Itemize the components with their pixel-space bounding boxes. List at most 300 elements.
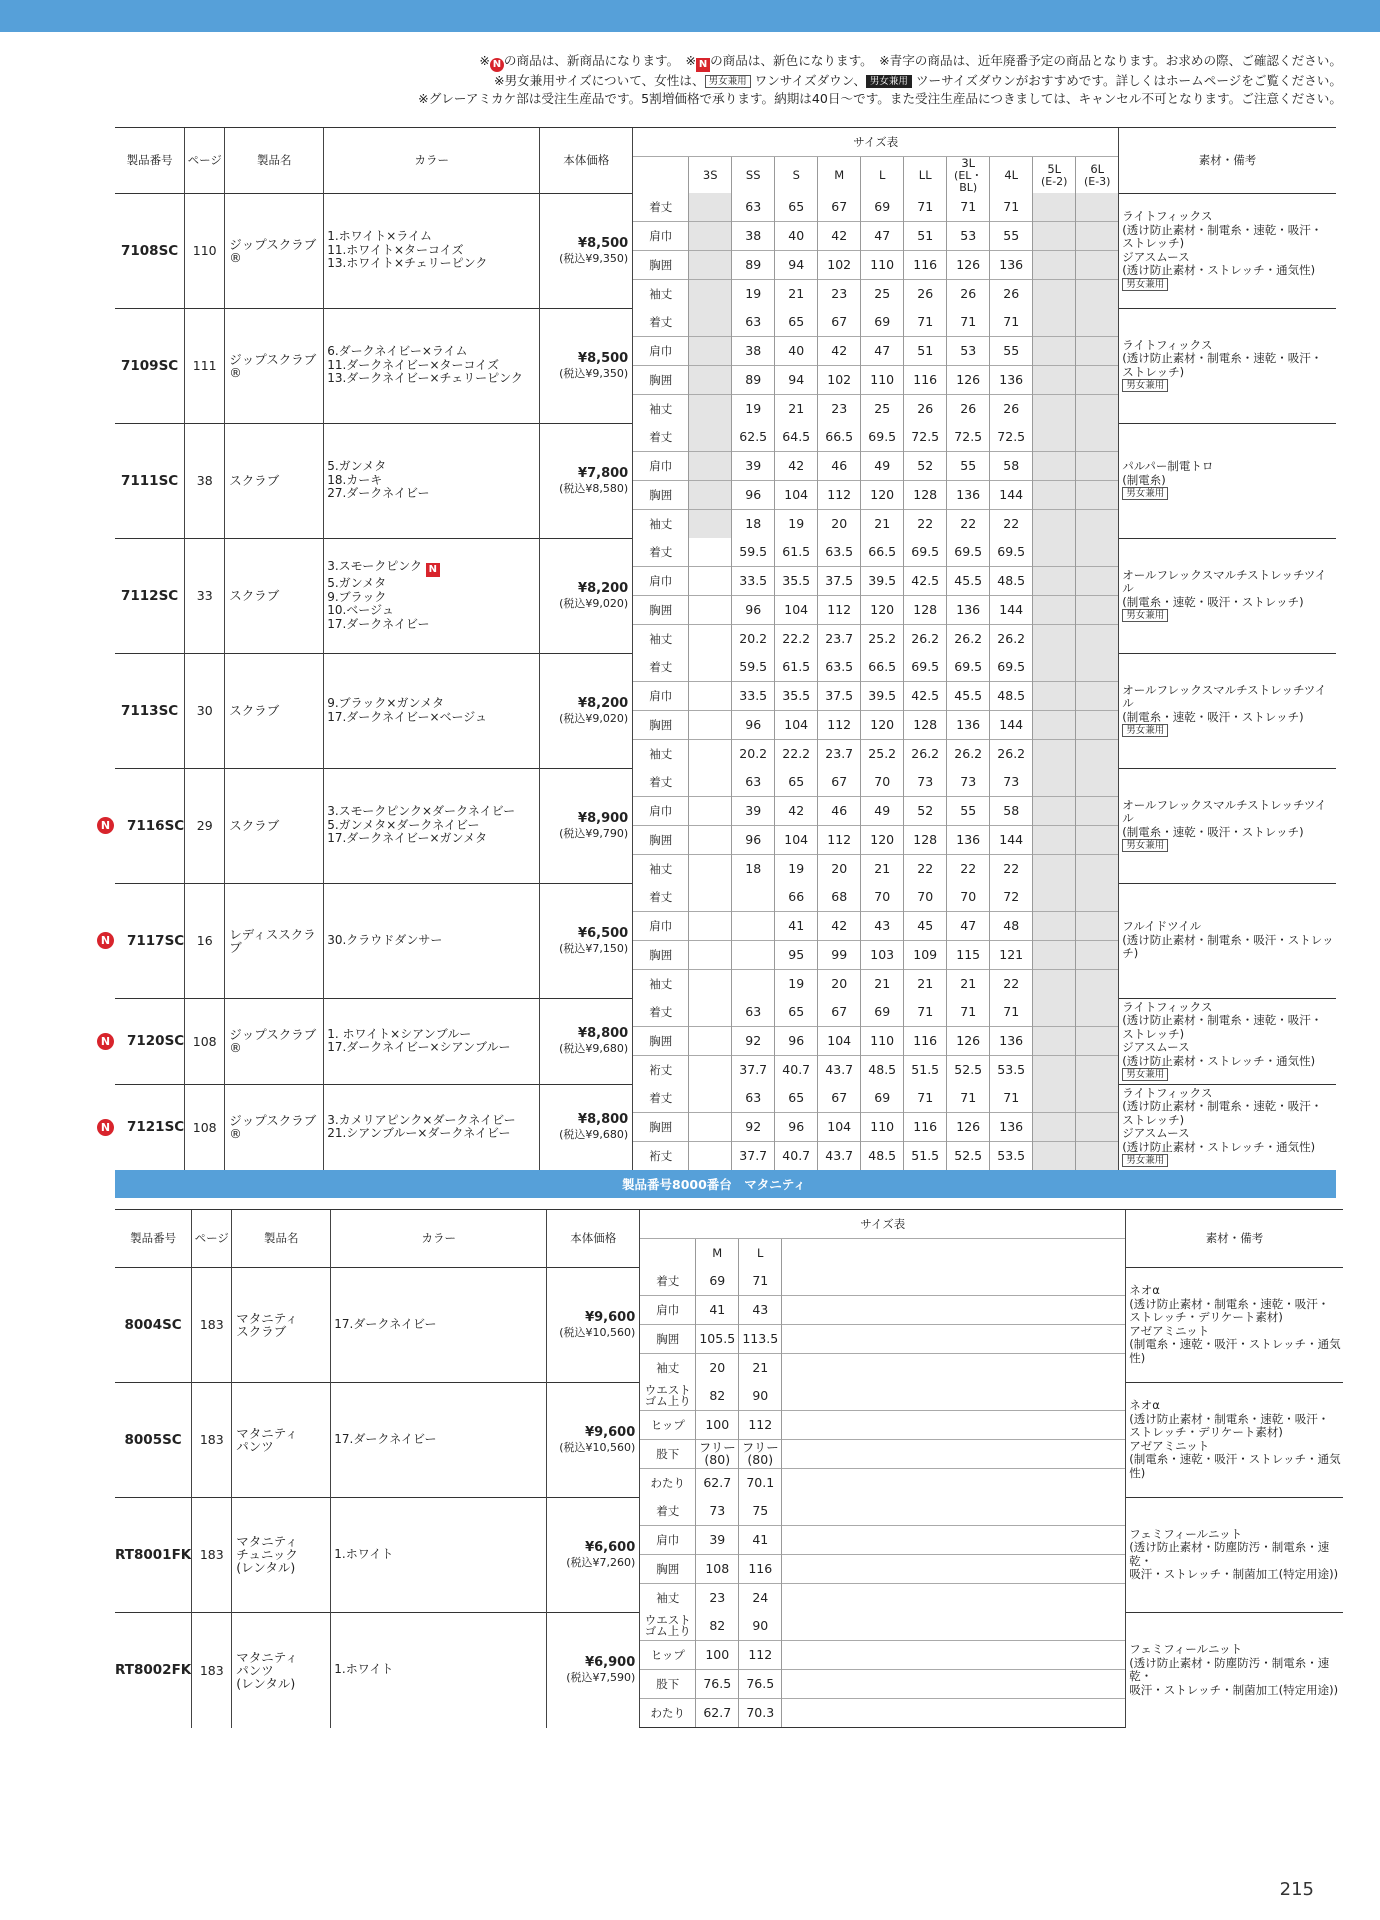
size-value: 102 xyxy=(818,251,861,280)
size-row-label: 裄丈 xyxy=(633,1142,689,1171)
size-value xyxy=(1076,452,1119,481)
product-colors xyxy=(324,308,540,423)
size-value: 42 xyxy=(775,452,818,481)
size-value: 76.5 xyxy=(739,1670,782,1699)
notes-block xyxy=(418,52,1342,108)
size-value: 72.5 xyxy=(990,423,1033,452)
size-value: 69.5 xyxy=(904,538,947,567)
price-value: ¥8,200 xyxy=(578,695,629,711)
header-size-table: サイズ表 xyxy=(640,1210,1126,1239)
size-value xyxy=(732,970,775,999)
size-value: 48.5 xyxy=(861,1056,904,1085)
material-line: (透け防止素材・制電糸・速乾・吸汗・ xyxy=(1122,1013,1323,1027)
size-row-label: 肩巾 xyxy=(633,912,689,941)
size-row-label: 胸囲 xyxy=(633,481,689,510)
size-value: 35.5 xyxy=(775,682,818,711)
size-value: フリー (80) xyxy=(739,1440,782,1469)
color-item xyxy=(327,934,539,948)
size-row-label: 胸囲 xyxy=(633,1027,689,1056)
size-value: 55 xyxy=(947,797,990,826)
product-material xyxy=(1126,1497,1343,1612)
size-value xyxy=(689,280,732,309)
color-name: 13.ダークネイビー×チェリーピンク xyxy=(327,371,523,386)
product-material xyxy=(1119,653,1336,768)
size-value: 23.7 xyxy=(818,625,861,654)
color-name: 13.ホワイト×チェリーピンク xyxy=(327,256,488,271)
size-value xyxy=(1076,337,1119,366)
size-value: 65 xyxy=(775,193,818,222)
size-value xyxy=(732,912,775,941)
size-value: 61.5 xyxy=(775,653,818,682)
size-value xyxy=(1033,366,1076,395)
size-value xyxy=(1033,883,1076,912)
size-value: 42 xyxy=(818,912,861,941)
size-value: 63 xyxy=(732,308,775,337)
color-item xyxy=(327,230,539,244)
price-tax: (税込¥9,790) xyxy=(559,826,629,840)
size-value: 71 xyxy=(947,998,990,1027)
size-value: 100 xyxy=(696,1411,739,1440)
price-value: ¥6,500 xyxy=(578,925,629,941)
size-value xyxy=(1076,711,1119,740)
product-name-line: パンツ xyxy=(236,1662,274,1678)
maternity-title-bar xyxy=(115,1170,1336,1198)
product-name xyxy=(232,1382,331,1497)
size-row-label: 胸囲 xyxy=(633,251,689,280)
size-value: 48 xyxy=(990,912,1033,941)
material-line: (透け防止素材・制電糸・吸汗・ストレッチ) xyxy=(1122,932,1334,961)
size-value: 126 xyxy=(947,1113,990,1142)
size-header-sub: (E-2) xyxy=(1040,175,1068,188)
table-row xyxy=(115,653,1336,682)
size-value xyxy=(689,452,732,481)
product-code: 7112SC xyxy=(115,538,185,653)
size-row-label: 股下 xyxy=(640,1670,696,1699)
size-value: 42 xyxy=(818,222,861,251)
product-code: 8005SC xyxy=(115,1382,192,1497)
unisex-tag: 男女兼用 xyxy=(1122,724,1168,737)
size-row-label: 肩巾 xyxy=(633,797,689,826)
size-value xyxy=(689,826,732,855)
size-value: 26.2 xyxy=(904,625,947,654)
size-value: 71 xyxy=(739,1267,782,1296)
material-line: ネオα xyxy=(1129,1283,1160,1297)
size-value: 22 xyxy=(904,855,947,884)
color-item xyxy=(334,1433,546,1447)
product-name-line: (レンタル) xyxy=(236,1560,296,1575)
size-row-label: 着丈 xyxy=(633,308,689,337)
size-header-S xyxy=(775,157,818,194)
product-name-line: マタニティ xyxy=(236,1649,298,1665)
size-value: 38 xyxy=(732,337,775,366)
color-name: 17.ダークネイビー xyxy=(327,616,430,631)
size-value: 69.5 xyxy=(990,653,1033,682)
price-tax: (税込¥7,150) xyxy=(559,941,629,955)
size-value: 51 xyxy=(904,222,947,251)
size-value xyxy=(689,711,732,740)
size-row-label: わたり xyxy=(640,1699,696,1728)
size-value: 21 xyxy=(775,280,818,309)
header-material: 素材・備考 xyxy=(1126,1210,1343,1268)
color-name: 11.ホワイト×ターコイズ xyxy=(327,242,464,257)
size-value: 128 xyxy=(904,481,947,510)
size-value: 92 xyxy=(732,1113,775,1142)
material-line: (透け防止素材・制電糸・速乾・吸汗・ xyxy=(1129,1411,1330,1426)
product-material xyxy=(1126,1612,1343,1728)
header-page: ページ xyxy=(185,128,225,194)
size-value: 40 xyxy=(775,337,818,366)
product-material xyxy=(1119,538,1336,653)
size-value: 71 xyxy=(990,998,1033,1027)
product-code: 7120SC xyxy=(115,998,185,1084)
size-value: 22 xyxy=(990,855,1033,884)
product-price xyxy=(540,193,633,308)
material-line: ライトフィックス xyxy=(1122,1085,1213,1100)
size-value: 45.5 xyxy=(947,682,990,711)
size-row-label: ヒップ xyxy=(640,1411,696,1440)
size-value xyxy=(1076,1084,1119,1113)
size-value xyxy=(1033,337,1076,366)
size-value: 25 xyxy=(861,395,904,424)
product-name-line: (レンタル) xyxy=(236,1675,296,1691)
maternity-title-row xyxy=(115,1170,1336,1198)
size-value xyxy=(1076,423,1119,452)
note-line-1: ※ N の商品は、新商品になります。 ※ N の商品は、新色になります。 ※青字の商品は、近年廃番予定の商品となります。お求めの際、ご確認ください。 xyxy=(479,53,1342,70)
size-value: 71 xyxy=(947,1084,990,1113)
size-row-label: 袖丈 xyxy=(633,970,689,999)
table-row xyxy=(115,1084,1336,1113)
product-page: 38 xyxy=(185,423,225,538)
color-item xyxy=(327,819,539,833)
size-label-header xyxy=(640,1239,696,1268)
size-value: 66.5 xyxy=(818,423,861,452)
size-value xyxy=(689,625,732,654)
material-line: (透け防止素材・ストレッチ・通気性) xyxy=(1122,1053,1316,1068)
size-value xyxy=(689,1056,732,1085)
product-material xyxy=(1119,883,1336,998)
product-name: スクラブ xyxy=(225,538,324,653)
material-line: ライトフィックス xyxy=(1122,209,1213,223)
product-page: 110 xyxy=(185,193,225,308)
size-header-label: 3S xyxy=(702,168,718,182)
size-value: 20 xyxy=(818,510,861,539)
size-value xyxy=(689,337,732,366)
size-value: 58 xyxy=(990,452,1033,481)
table-row xyxy=(115,1497,1343,1526)
size-value: 112 xyxy=(818,711,861,740)
size-value: 128 xyxy=(904,596,947,625)
size-value: 46 xyxy=(818,797,861,826)
size-value xyxy=(1033,1142,1076,1171)
material-line: (制電糸・速乾・吸汗・ストレッチ・通気性) xyxy=(1129,1452,1341,1480)
size-value: 100 xyxy=(696,1641,739,1670)
size-value xyxy=(1076,682,1119,711)
size-value: 66.5 xyxy=(861,653,904,682)
size-value: 37.7 xyxy=(732,1142,775,1171)
size-value xyxy=(1033,625,1076,654)
size-value: 51.5 xyxy=(904,1142,947,1171)
size-value: 71 xyxy=(947,308,990,337)
size-row-label: 肩巾 xyxy=(633,452,689,481)
size-row-label: 胸囲 xyxy=(633,711,689,740)
material-tag-row xyxy=(1122,487,1336,501)
table-row xyxy=(115,423,1336,452)
size-value: 62.7 xyxy=(696,1469,739,1498)
material-line: ストレッチ) xyxy=(1122,1112,1185,1127)
size-value: 19 xyxy=(732,280,775,309)
product-name-line: マタニティ xyxy=(236,1310,298,1326)
product-price xyxy=(547,1497,640,1612)
product-name-line: チュニック xyxy=(236,1547,298,1562)
product-name: スクラブ xyxy=(225,768,324,883)
size-value xyxy=(1076,826,1119,855)
material-line: フェミフィールニット xyxy=(1129,1526,1243,1541)
size-value: 71 xyxy=(904,193,947,222)
size-value xyxy=(1076,308,1119,337)
product-page: 111 xyxy=(185,308,225,423)
color-item xyxy=(327,1041,539,1055)
color-item xyxy=(327,487,539,501)
size-value: 26 xyxy=(904,280,947,309)
size-value: 69 xyxy=(861,308,904,337)
table-row xyxy=(115,538,1336,567)
size-value: 22 xyxy=(947,855,990,884)
size-value xyxy=(689,481,732,510)
size-row-label: 着丈 xyxy=(640,1267,696,1296)
color-item xyxy=(327,832,539,846)
material-line: アゼアミニット xyxy=(1129,1438,1210,1453)
material-line: ジアスムース xyxy=(1122,1040,1190,1054)
size-value: 110 xyxy=(861,1113,904,1142)
size-value xyxy=(689,596,732,625)
size-value: 96 xyxy=(775,1027,818,1056)
size-value: 49 xyxy=(861,452,904,481)
size-value xyxy=(1076,395,1119,424)
size-value xyxy=(689,538,732,567)
size-value: 104 xyxy=(775,596,818,625)
size-row-label: 着丈 xyxy=(633,193,689,222)
size-value: 69 xyxy=(861,1084,904,1113)
product-material xyxy=(1119,998,1336,1084)
material-tag-row xyxy=(1122,609,1336,623)
size-value: 90 xyxy=(739,1382,782,1411)
price-value: ¥8,800 xyxy=(578,1112,629,1128)
size-value xyxy=(689,423,732,452)
size-value xyxy=(1033,682,1076,711)
size-value: 104 xyxy=(818,1113,861,1142)
material-line: 吸汗・ストレッチ・制菌加工(特定用途)) xyxy=(1129,1567,1339,1581)
size-value: 59.5 xyxy=(732,653,775,682)
product-colors xyxy=(324,193,540,308)
price-tax: (税込¥9,680) xyxy=(559,1128,629,1142)
size-value: 96 xyxy=(732,711,775,740)
size-row-label: 股下 xyxy=(640,1440,696,1469)
size-row-label: 肩巾 xyxy=(640,1296,696,1325)
size-value: 47 xyxy=(861,337,904,366)
size-header-3L xyxy=(947,157,990,194)
price-tax: (税込¥7,590) xyxy=(566,1671,636,1684)
size-row-label: 袖丈 xyxy=(640,1584,696,1613)
size-value: 116 xyxy=(904,366,947,395)
size-row-label: 着丈 xyxy=(633,768,689,797)
size-value: 22.2 xyxy=(775,740,818,769)
size-value: 73 xyxy=(904,768,947,797)
header-material: 素材・備考 xyxy=(1119,128,1336,194)
size-value xyxy=(1033,567,1076,596)
size-value: 136 xyxy=(947,596,990,625)
color-name: 5.ガンメタ xyxy=(327,576,387,590)
size-value: フリー (80) xyxy=(696,1440,739,1469)
product-code: RT8001FK xyxy=(115,1497,192,1612)
color-item xyxy=(327,711,539,725)
size-value xyxy=(1076,251,1119,280)
size-value: 59.5 xyxy=(732,538,775,567)
product-colors xyxy=(331,1612,547,1728)
color-item xyxy=(327,257,539,271)
size-value: 104 xyxy=(775,826,818,855)
color-name: 27.ダークネイビー xyxy=(327,486,430,501)
size-value-empty xyxy=(782,1584,1126,1613)
size-value xyxy=(1033,596,1076,625)
size-value: 69.5 xyxy=(990,538,1033,567)
color-item xyxy=(327,244,539,258)
size-row-label: 胸囲 xyxy=(633,366,689,395)
page-number: 215 xyxy=(1279,1879,1314,1900)
size-value: 65 xyxy=(775,998,818,1027)
size-value: 40 xyxy=(775,222,818,251)
size-header-6L xyxy=(1076,157,1119,194)
size-value: 47 xyxy=(947,912,990,941)
size-value: 70 xyxy=(947,883,990,912)
size-value: 48.5 xyxy=(990,567,1033,596)
size-value: 69 xyxy=(861,998,904,1027)
size-value: 112 xyxy=(739,1641,782,1670)
size-value: 26 xyxy=(990,280,1033,309)
size-value xyxy=(732,883,775,912)
size-value: 110 xyxy=(861,251,904,280)
size-value: 39 xyxy=(696,1526,739,1555)
size-value: 61.5 xyxy=(775,538,818,567)
material-line: (透け防止素材・防塵防汚・制電糸・速乾・ xyxy=(1129,1540,1330,1568)
color-item xyxy=(327,1114,539,1128)
product-page: 30 xyxy=(185,653,225,768)
size-value: 112 xyxy=(739,1411,782,1440)
size-value-empty xyxy=(782,1296,1126,1325)
size-value-empty xyxy=(782,1555,1126,1584)
size-value: 26 xyxy=(947,280,990,309)
unisex-tag: 男女兼用 xyxy=(1122,379,1168,392)
material-line: アゼアミニット xyxy=(1129,1323,1210,1338)
color-item xyxy=(327,604,539,618)
size-value: 21 xyxy=(947,970,990,999)
size-value: 70 xyxy=(861,768,904,797)
size-value: 64.5 xyxy=(775,423,818,452)
size-value: 116 xyxy=(739,1555,782,1584)
size-value: 96 xyxy=(775,1113,818,1142)
size-value xyxy=(1033,423,1076,452)
table-row xyxy=(115,768,1336,797)
color-name: 21.シアンブルー×ダークネイビー xyxy=(327,1126,511,1141)
size-value: 94 xyxy=(775,251,818,280)
size-value: 62.7 xyxy=(696,1699,739,1728)
size-value: 48.5 xyxy=(990,682,1033,711)
color-item xyxy=(327,460,539,474)
material-line: ジアスムース xyxy=(1122,1126,1190,1141)
product-code: 7117SC xyxy=(115,883,185,998)
product-code: 7113SC xyxy=(115,653,185,768)
size-value: 55 xyxy=(990,337,1033,366)
size-header-L xyxy=(861,157,904,194)
header-code: 製品番号 xyxy=(115,1210,192,1268)
new-product-mark-icon: N xyxy=(490,58,504,72)
size-value-empty xyxy=(782,1354,1126,1383)
size-row-label: 胸囲 xyxy=(633,941,689,970)
size-value xyxy=(732,941,775,970)
size-value: 96 xyxy=(732,826,775,855)
size-row-label: 着丈 xyxy=(633,538,689,567)
size-value: 20.2 xyxy=(732,625,775,654)
product-price xyxy=(540,538,633,653)
size-value: 65 xyxy=(775,1084,818,1113)
size-value: 73 xyxy=(947,768,990,797)
product-price xyxy=(547,1267,640,1382)
size-value: 21 xyxy=(775,395,818,424)
size-value: 120 xyxy=(861,826,904,855)
size-value: 19 xyxy=(775,510,818,539)
product-name xyxy=(232,1612,331,1728)
size-value xyxy=(1033,653,1076,682)
price-tax: (税込¥7,260) xyxy=(566,1555,636,1569)
product-page: 183 xyxy=(192,1497,232,1612)
size-value-empty xyxy=(782,1641,1126,1670)
note-line-3: ※グレーアミカケ部は受注生産品です。5割増価格で承ります。納期は40日〜です。また受注生産品につきましては、キャンセル不可となります。ご注意ください。 xyxy=(418,91,1342,106)
size-value xyxy=(1033,510,1076,539)
size-value: 23 xyxy=(696,1584,739,1613)
header-color: カラー xyxy=(324,128,540,194)
size-row-label: 胸囲 xyxy=(640,1555,696,1584)
material-line: フェミフィールニット xyxy=(1129,1642,1243,1656)
size-header-SS xyxy=(732,157,775,194)
size-row-label: ウエスト ゴム上り xyxy=(640,1382,696,1411)
size-value: 89 xyxy=(732,366,775,395)
material-line: (透け防止素材・制電糸・速乾・吸汗・ xyxy=(1129,1296,1330,1311)
size-value-empty xyxy=(782,1469,1126,1498)
price-value: ¥8,800 xyxy=(578,1026,629,1041)
header-name: 製品名 xyxy=(225,128,324,194)
size-value: 136 xyxy=(990,366,1033,395)
size-value xyxy=(1076,280,1119,309)
size-value: 63 xyxy=(732,193,775,222)
unisex-tag: 男女兼用 xyxy=(1122,278,1168,291)
size-value: 108 xyxy=(696,1555,739,1584)
size-row-label: ウエスト ゴム上り xyxy=(640,1612,696,1641)
size-row-label: 袖丈 xyxy=(633,280,689,309)
material-line: フルイドツイル xyxy=(1122,919,1202,934)
unisex-tag: 男女兼用 xyxy=(1122,609,1168,622)
color-name: 18.カーキ xyxy=(327,472,383,487)
size-value: 65 xyxy=(775,308,818,337)
size-value: 22 xyxy=(904,510,947,539)
product-price xyxy=(540,1084,633,1170)
new-color-mark-icon: N xyxy=(696,58,710,72)
size-value: 144 xyxy=(990,596,1033,625)
color-name: 17.ダークネイビー×シアンブルー xyxy=(327,1040,511,1054)
color-item xyxy=(327,1127,539,1141)
size-value xyxy=(689,682,732,711)
product-name: スクラブ xyxy=(225,423,324,538)
size-value: 136 xyxy=(990,1027,1033,1056)
table-row xyxy=(115,308,1336,337)
